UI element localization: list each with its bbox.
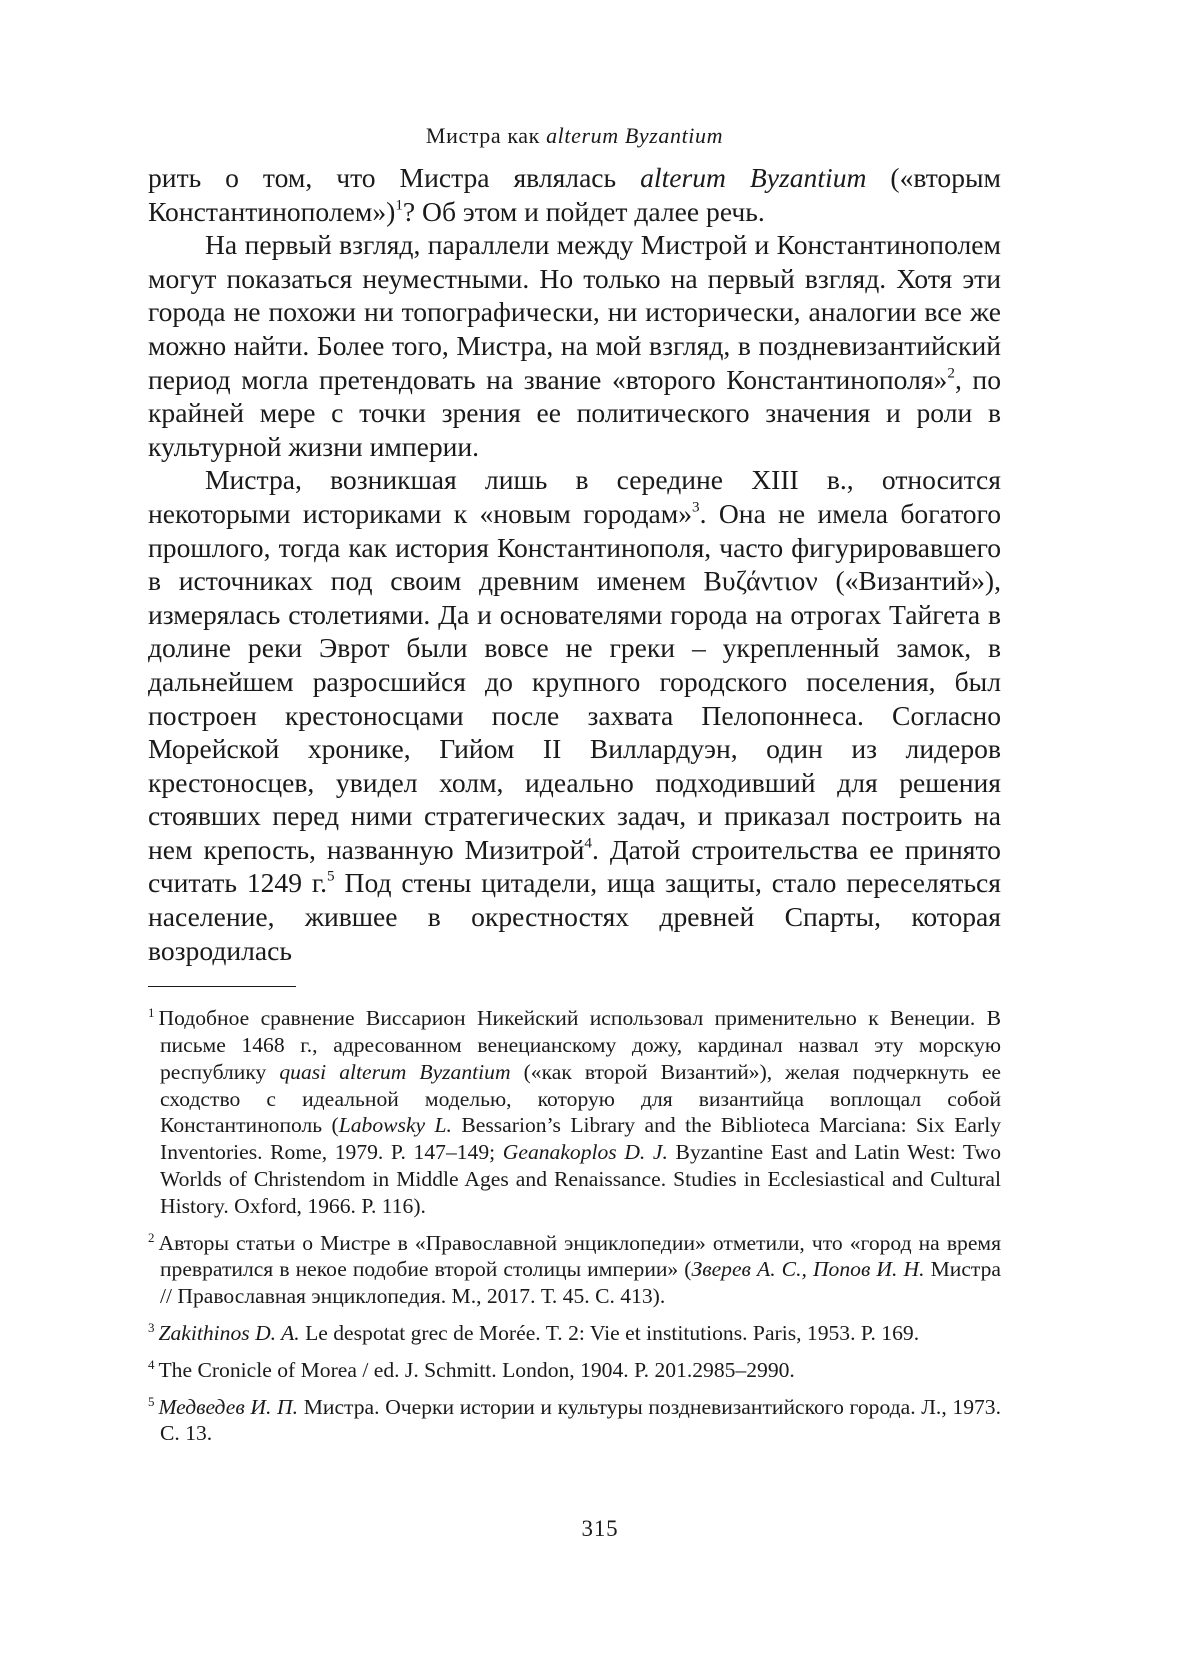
fn2-italic-b: Зверев А. С., Попов И. Н. <box>692 1257 925 1281</box>
p1-text-c: («вторым Константинополем») <box>148 162 1001 227</box>
footnote-ref-5: 5 <box>327 868 335 885</box>
fn1-text-g: Byzantine East and Latin West: Two Worlds of Christendom in Middle Ages and Renaissance. Studies in Ecclesiastical and Cultural History. Oxford, 1966. P. 116). <box>160 1140 1001 1218</box>
footnote-3 <box>148 1320 1001 1347</box>
p1-text-a: рить о том, что Мистра являлась <box>148 162 616 193</box>
footnote-number: 5 <box>148 1394 154 1409</box>
p3-text-b: . Она не имела богатого прошлого, тогда как история Константинополя, часто фигурировавшего в источниках под своим древним именем Βυζάντιον («Византий»), измерялась столетиями. Да и основателями города на отрогах Тайгета в долине реки Эврот были вовсе не греки – укрепленный замок, в дальнейшем разросшийся до крупного городского поселения, был построен крестоносцами после захвата Пелопоннеса. Согласно Морейской хронике, Гийом II Виллардуэн, один из лидеров крестоносцев, увидел холм, идеально подходивший для решения стоявших перед ними стратегических задач, и приказал построить на нем крепость, названную Мизитрой <box>148 498 1001 865</box>
footnote-number: 4 <box>148 1357 154 1372</box>
fn1-italic-b: quasi alterum Byzantium <box>279 1060 510 1084</box>
paragraph-1 <box>148 161 1001 228</box>
footnote-ref-4: 4 <box>584 835 592 852</box>
fn1-italic-d: Labowsky L. <box>339 1113 452 1137</box>
footnote-ref-1: 1 <box>395 196 403 213</box>
running-head-italic: alterum Byzantium <box>546 123 723 148</box>
fn4-text-a: The Cronicle of Morea / ed. J. Schmitt. London, 1904. P. 201.2985–2990. <box>158 1358 794 1382</box>
paragraph-3 <box>148 463 1001 967</box>
p2-text-b: , по крайней мере с точки зрения ее политического значения и роли в культурной жизни империи. <box>148 364 1001 462</box>
fn3-text-b: Le despotat grec de Morée. T. 2: Vie et institutions. Paris, 1953. P. 169. <box>305 1321 919 1345</box>
p2-text-a: На первый взгляд, параллели между Мистрой и Константинополем могут показаться неуместными. Но только на первый взгляд. Хотя эти города не похожи ни топографически, ни исторически, аналогии все же можно найти. Более того, Мистра, на мой взгляд, в поздневизантийский период могла претендовать на звание «второго Константинополя» <box>148 229 1001 394</box>
fn2-text-c: Мистра // Православная энциклопедия. М., 2017. Т. 45. С. 413). <box>160 1257 1001 1308</box>
fn1-italic-f: Geanakoplos D. J. <box>503 1140 668 1164</box>
fn5-italic-a: Медведев И. П. <box>158 1395 298 1419</box>
footnote-ref-2: 2 <box>947 364 955 381</box>
footnote-4 <box>148 1357 1001 1384</box>
paragraph-2 <box>148 228 1001 463</box>
fn1-text-e: Bessarion’s Library and the Biblioteca Marciana: Six Early Inventories. Rome, 1979. P. 147–149; <box>160 1113 1001 1164</box>
page-number: 315 <box>0 1516 1200 1542</box>
fn1-text-a: Подобное сравнение Виссарион Никейский использовал применительно к Венеции. В письме 1468 г., адресованном венецианскому дожу, кардинал назвал эту морскую республику <box>158 1006 1001 1084</box>
fn1-text-c: («как второй Византий»), желая подчеркнуть ее сходство с идеальной моделью, которую для византийца воплощал собой Константинополь ( <box>160 1060 1001 1138</box>
footnote-number: 2 <box>148 1230 154 1245</box>
p3-text-a: Мистра, возникшая лишь в середине XIII в., относится некоторыми историками к «новым городам» <box>148 464 1001 529</box>
footnote-number: 1 <box>148 1005 154 1020</box>
running-head <box>148 125 1001 147</box>
footnote-1 <box>148 1005 1001 1219</box>
footnotes <box>148 1005 1001 1447</box>
fn5-text-b: Мистра. Очерки истории и культуры поздневизантийского города. Л., 1973. С. 13. <box>160 1395 1001 1446</box>
p1-italic: alterum Byzantium <box>640 162 866 193</box>
footnote-separator <box>148 986 296 987</box>
footnote-2 <box>148 1230 1001 1310</box>
footnote-number: 3 <box>148 1320 154 1335</box>
running-head-plain: Мистра как <box>426 123 540 148</box>
p1-text-d: ? Об этом и пойдет далее речь. <box>403 196 765 227</box>
body-text <box>148 161 1001 967</box>
footnote-ref-3: 3 <box>692 499 700 516</box>
page <box>148 125 1001 1457</box>
fn3-italic-a: Zakithinos D. A. <box>158 1321 299 1345</box>
p3-text-c: . Датой строительства ее принято считать 1249 г. <box>148 834 1001 899</box>
fn2-text-a: Авторы статьи о Мистре в «Православной энциклопедии» отметили, что «город на время превратился в некое подобие второй столицы империи» ( <box>158 1231 1001 1282</box>
footnote-5 <box>148 1394 1001 1448</box>
p3-text-d: Под стены цитадели, ища защиты, стало переселяться население, жившее в окрестностях древней Спарты, которая возродилась <box>148 867 1001 965</box>
